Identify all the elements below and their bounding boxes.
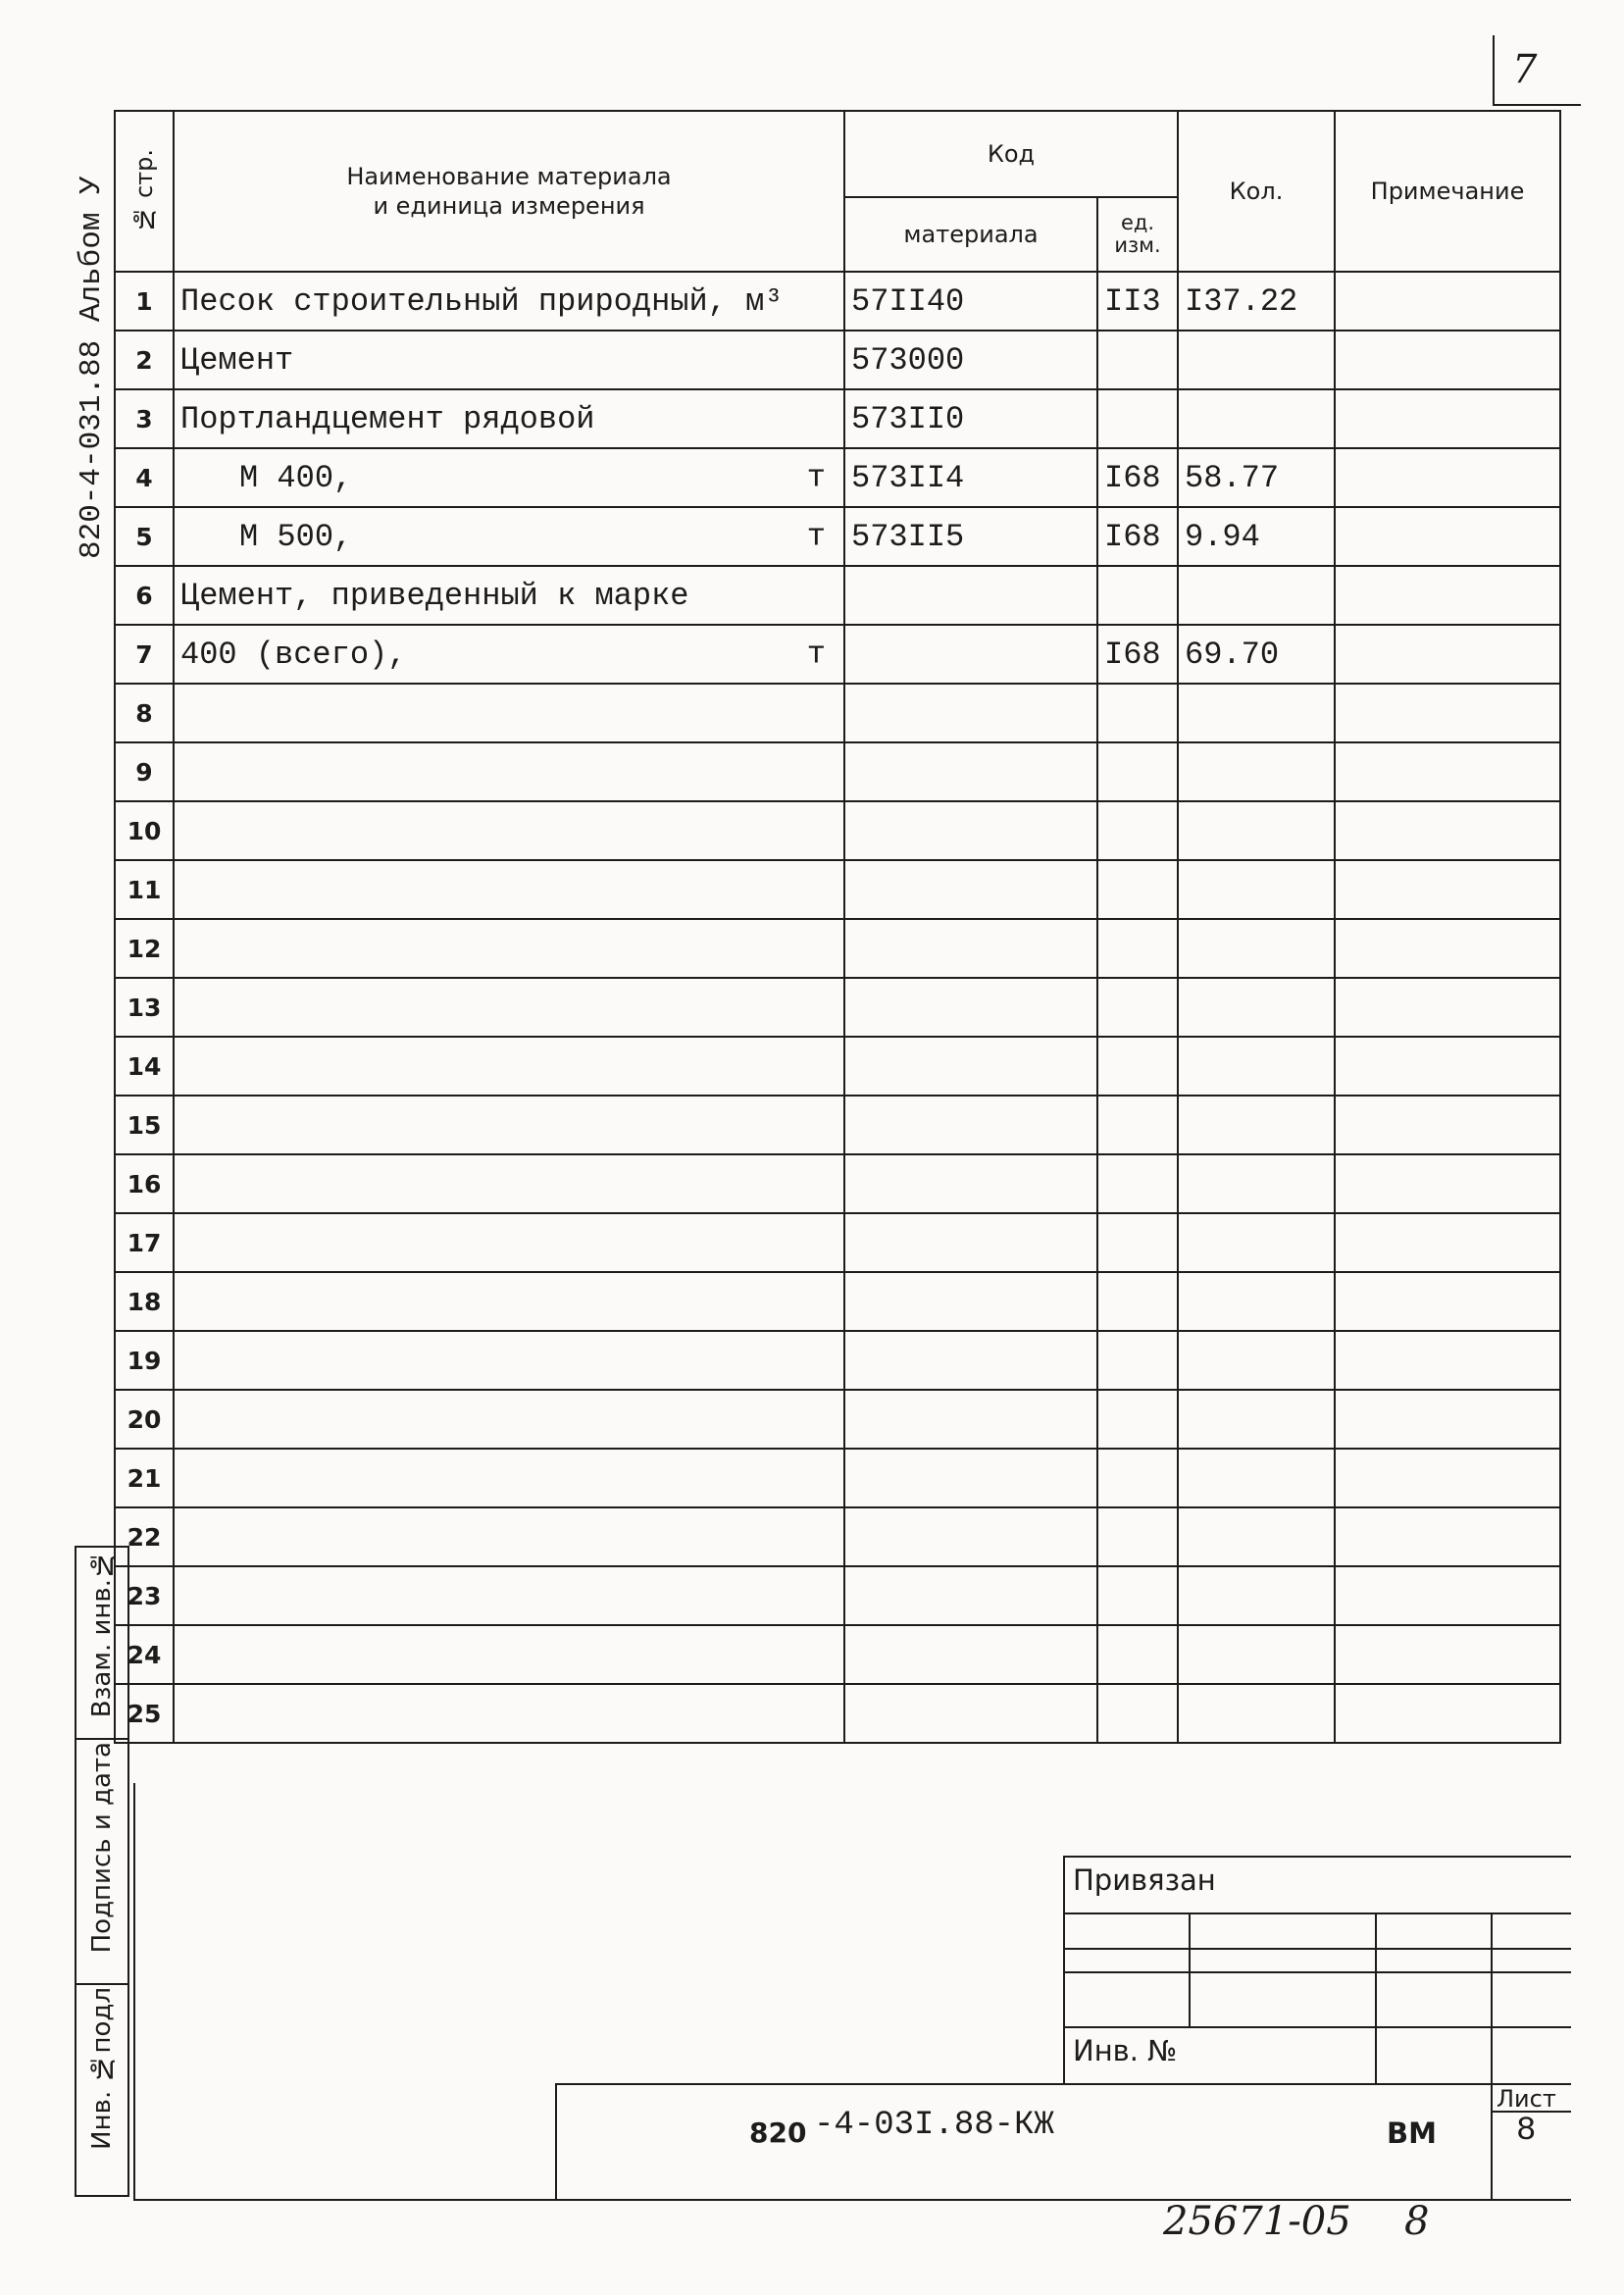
list-number: 8 <box>1516 2113 1537 2150</box>
row-note <box>1335 1037 1560 1096</box>
side-inv-podl-label: Инв. №подл <box>87 1987 117 2150</box>
side-podpis-label: Подпись и дата <box>87 1742 117 1954</box>
row-number: 22 <box>115 1507 174 1566</box>
row-code <box>844 1507 1097 1566</box>
row-code <box>844 1566 1097 1625</box>
row-number: 16 <box>115 1154 174 1213</box>
side-vzam <box>75 1546 129 1740</box>
table-row <box>115 801 1560 860</box>
tb-line <box>1063 1971 1571 1973</box>
table-row <box>115 978 1560 1037</box>
row-number: 4 <box>115 448 174 507</box>
side-inv-podl <box>75 1983 129 2197</box>
row-note <box>1335 1625 1560 1684</box>
row-qty <box>1178 1331 1335 1390</box>
designation: -4-03I.88-КЖ <box>814 2107 1054 2144</box>
row-unit-code <box>1097 1154 1178 1213</box>
top-right-corner-line-h <box>1493 104 1581 106</box>
row-qty <box>1178 331 1335 389</box>
row-qty <box>1178 1096 1335 1154</box>
row-qty <box>1178 860 1335 919</box>
tb-line <box>1491 1912 1493 2083</box>
row-code <box>844 684 1097 742</box>
row-code <box>844 1684 1097 1743</box>
row-qty <box>1178 1390 1335 1449</box>
row-name-text: Портландцемент рядовой <box>180 400 595 437</box>
row-number: 12 <box>115 919 174 978</box>
row-name <box>174 684 844 742</box>
page-number-top: 7 <box>1512 47 1538 92</box>
row-number: 1 <box>115 272 174 331</box>
row-qty <box>1178 1625 1335 1684</box>
row-note <box>1335 860 1560 919</box>
row-note <box>1335 1507 1560 1566</box>
row-code <box>844 1625 1097 1684</box>
table-row <box>115 919 1560 978</box>
row-unit-code <box>1097 1331 1178 1390</box>
row-name <box>174 1390 844 1449</box>
row-code: 573000 <box>844 331 1097 389</box>
row-qty: 9.94 <box>1178 507 1335 566</box>
header-code: Код <box>844 111 1178 197</box>
header-row-no: № стр. <box>115 111 174 272</box>
album-label: 820-4-031.88 Альбом У <box>75 176 109 560</box>
row-name <box>174 1037 844 1096</box>
row-note <box>1335 1566 1560 1625</box>
row-number: 3 <box>115 389 174 448</box>
row-note <box>1335 1390 1560 1449</box>
row-unit-code <box>1097 742 1178 801</box>
row-unit-code <box>1097 331 1178 389</box>
row-code <box>844 1096 1097 1154</box>
privyazan-label: Привязан <box>1073 1863 1216 1897</box>
row-number: 2 <box>115 331 174 389</box>
row-unit-code <box>1097 860 1178 919</box>
table-row <box>115 1507 1560 1566</box>
row-name <box>174 919 844 978</box>
tb-line <box>1189 1912 1191 2026</box>
row-note <box>1335 1272 1560 1331</box>
row-name <box>174 1096 844 1154</box>
row-number: 20 <box>115 1390 174 1449</box>
table-row <box>115 742 1560 801</box>
table-row <box>115 448 1560 507</box>
row-number: 13 <box>115 978 174 1037</box>
row-number: 14 <box>115 1037 174 1096</box>
row-code <box>844 801 1097 860</box>
row-code: 573II0 <box>844 389 1097 448</box>
tb-line <box>1063 1912 1571 1914</box>
row-number: 8 <box>115 684 174 742</box>
row-qty: 58.77 <box>1178 448 1335 507</box>
row-name <box>174 389 844 448</box>
table-row <box>115 1213 1560 1272</box>
row-name <box>174 1507 844 1566</box>
table-row <box>115 507 1560 566</box>
table-row <box>115 1390 1560 1449</box>
row-unit-code <box>1097 1390 1178 1449</box>
row-number: 19 <box>115 1331 174 1390</box>
side-vzam-label: Взам. инв.№ <box>87 1550 117 1718</box>
row-unit-code <box>1097 978 1178 1037</box>
row-note <box>1335 1154 1560 1213</box>
row-unit-code <box>1097 1272 1178 1331</box>
row-number: 23 <box>115 1566 174 1625</box>
row-name-text: Цемент, приведенный к марке <box>180 577 689 614</box>
mark: ВМ <box>1387 2116 1437 2150</box>
row-code: 573II4 <box>844 448 1097 507</box>
row-note <box>1335 978 1560 1037</box>
table-row <box>115 566 1560 625</box>
row-unit-code <box>1097 566 1178 625</box>
row-number: 15 <box>115 1096 174 1154</box>
row-name-text: М 500, <box>239 518 353 555</box>
top-right-corner-line <box>1493 35 1495 106</box>
bottom-handwritten-number: 25671-05 <box>1163 2199 1351 2244</box>
row-unit-code: I68 <box>1097 448 1178 507</box>
row-number: 10 <box>115 801 174 860</box>
row-code <box>844 566 1097 625</box>
row-code: 57II40 <box>844 272 1097 331</box>
row-name-text: Цемент <box>180 341 294 379</box>
row-number: 18 <box>115 1272 174 1331</box>
table-row <box>115 860 1560 919</box>
tb-line <box>1063 1856 1065 2083</box>
row-number: 5 <box>115 507 174 566</box>
tb-line <box>1063 2026 1571 2028</box>
row-qty <box>1178 1213 1335 1272</box>
row-number: 24 <box>115 1625 174 1684</box>
header-code-material: материала <box>844 197 1097 272</box>
row-qty <box>1178 1037 1335 1096</box>
row-unit-code <box>1097 1684 1178 1743</box>
row-unit-word: т <box>806 636 826 673</box>
row-number: 9 <box>115 742 174 801</box>
row-number: 6 <box>115 566 174 625</box>
row-name-text: М 400, <box>239 459 353 496</box>
header-name: Наименование материала и единица измерения <box>174 111 844 272</box>
table-row <box>115 1331 1560 1390</box>
row-name <box>174 860 844 919</box>
row-note <box>1335 566 1560 625</box>
row-note <box>1335 507 1560 566</box>
table-row <box>115 1096 1560 1154</box>
row-qty <box>1178 1566 1335 1625</box>
row-unit-code: II3 <box>1097 272 1178 331</box>
header-note: Примечание <box>1335 111 1560 272</box>
row-unit-code <box>1097 684 1178 742</box>
table-row <box>115 272 1560 331</box>
inv-no-label: Инв. № <box>1073 2034 1178 2067</box>
row-qty <box>1178 1684 1335 1743</box>
row-name <box>174 742 844 801</box>
row-unit-code <box>1097 389 1178 448</box>
side-podpis <box>75 1738 129 1985</box>
table-row <box>115 1625 1560 1684</box>
header-code-unit: ед. изм. <box>1097 197 1178 272</box>
row-name <box>174 1331 844 1390</box>
row-code <box>844 1154 1097 1213</box>
row-qty <box>1178 566 1335 625</box>
row-number: 25 <box>115 1684 174 1743</box>
row-name <box>174 448 844 507</box>
designation-prefix: 820 <box>749 2116 807 2149</box>
row-note <box>1335 272 1560 331</box>
row-name <box>174 272 844 331</box>
row-note <box>1335 1684 1560 1743</box>
row-note <box>1335 1449 1560 1507</box>
row-qty <box>1178 1272 1335 1331</box>
table-row <box>115 1684 1560 1743</box>
row-number: 21 <box>115 1449 174 1507</box>
row-note <box>1335 1096 1560 1154</box>
table-row <box>115 1449 1560 1507</box>
row-name <box>174 978 844 1037</box>
row-unit-code <box>1097 919 1178 978</box>
row-number: 17 <box>115 1213 174 1272</box>
row-qty: 69.70 <box>1178 625 1335 684</box>
row-name <box>174 625 844 684</box>
table-row <box>115 389 1560 448</box>
row-name-text: 400 (всего), <box>180 636 407 673</box>
row-number: 11 <box>115 860 174 919</box>
row-name <box>174 1684 844 1743</box>
row-note <box>1335 919 1560 978</box>
row-note <box>1335 389 1560 448</box>
row-unit-code <box>1097 1213 1178 1272</box>
row-code <box>844 1390 1097 1449</box>
row-code: 573II5 <box>844 507 1097 566</box>
row-name <box>174 1449 844 1507</box>
row-code <box>844 860 1097 919</box>
row-code <box>844 1331 1097 1390</box>
tb-line <box>1375 1912 1377 2083</box>
row-qty <box>1178 389 1335 448</box>
tb-line <box>1491 2083 1493 2199</box>
tb-line <box>555 2083 557 2199</box>
row-name <box>174 1566 844 1625</box>
row-code <box>844 978 1097 1037</box>
row-unit-word: т <box>806 518 826 555</box>
row-name <box>174 1154 844 1213</box>
row-qty <box>1178 742 1335 801</box>
row-name <box>174 1213 844 1272</box>
row-code <box>844 625 1097 684</box>
list-label: Лист <box>1497 2085 1556 2113</box>
row-code <box>844 1449 1097 1507</box>
row-unit-code <box>1097 1449 1178 1507</box>
tb-line <box>1063 1948 1571 1950</box>
tb-line <box>555 2083 1571 2085</box>
table-row <box>115 1037 1560 1096</box>
row-name-text: Песок строительный природный, м³ <box>180 282 784 320</box>
row-note <box>1335 625 1560 684</box>
row-note <box>1335 1213 1560 1272</box>
table-row <box>115 1272 1560 1331</box>
row-name <box>174 801 844 860</box>
table-row <box>115 331 1560 389</box>
row-qty <box>1178 919 1335 978</box>
bottom-page-number: 8 <box>1404 2199 1430 2244</box>
row-unit-code: I68 <box>1097 507 1178 566</box>
row-unit-word: т <box>806 459 826 496</box>
row-unit-code <box>1097 1625 1178 1684</box>
row-name <box>174 331 844 389</box>
table-row <box>115 684 1560 742</box>
table-row <box>115 625 1560 684</box>
materials-table <box>114 110 1561 1744</box>
row-unit-code <box>1097 1507 1178 1566</box>
row-note <box>1335 448 1560 507</box>
row-code <box>844 1213 1097 1272</box>
row-qty <box>1178 684 1335 742</box>
row-note <box>1335 742 1560 801</box>
row-unit-code <box>1097 1037 1178 1096</box>
row-code <box>844 1272 1097 1331</box>
row-qty <box>1178 978 1335 1037</box>
row-unit-code <box>1097 1566 1178 1625</box>
row-unit-code <box>1097 801 1178 860</box>
row-name <box>174 566 844 625</box>
header-qty: Кол. <box>1178 111 1335 272</box>
row-name <box>174 1272 844 1331</box>
table-row <box>115 1566 1560 1625</box>
row-unit-code <box>1097 1096 1178 1154</box>
row-name <box>174 507 844 566</box>
row-code <box>844 919 1097 978</box>
row-qty <box>1178 1154 1335 1213</box>
row-qty <box>1178 1449 1335 1507</box>
row-qty <box>1178 1507 1335 1566</box>
row-qty: I37.22 <box>1178 272 1335 331</box>
drawing-sheet <box>114 110 1571 2197</box>
row-note <box>1335 1331 1560 1390</box>
row-name <box>174 1625 844 1684</box>
row-note <box>1335 684 1560 742</box>
row-code <box>844 742 1097 801</box>
row-number: 7 <box>115 625 174 684</box>
row-unit-code: I68 <box>1097 625 1178 684</box>
table-row <box>115 1154 1560 1213</box>
row-note <box>1335 801 1560 860</box>
row-code <box>844 1037 1097 1096</box>
row-note <box>1335 331 1560 389</box>
row-qty <box>1178 801 1335 860</box>
